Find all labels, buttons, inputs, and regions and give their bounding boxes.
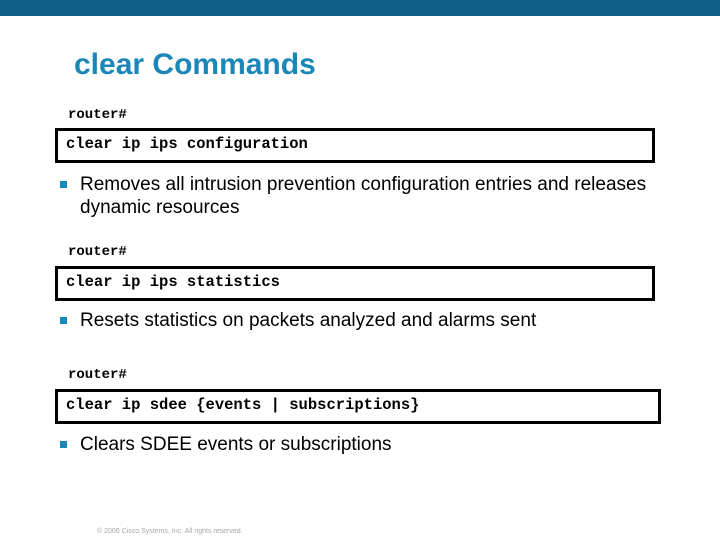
command-box-3 [55, 389, 661, 424]
command-box-1 [55, 128, 655, 163]
description-3: Clears SDEE events or subscriptions [80, 434, 392, 455]
command-text-3: clear ip sdee {events | subscriptions} [66, 396, 420, 414]
command-text-2: clear ip ips statistics [66, 273, 280, 291]
top-bar [0, 0, 720, 16]
description-2: Resets statistics on packets analyzed and alarms sent [80, 310, 537, 331]
router-prompt-1: router# [68, 107, 127, 123]
description-1: Removes all intrusion prevention configuration entries and releases dynamic resources [80, 174, 647, 218]
copyright-footer: © 2006 Cisco Systems, Inc. All rights reserved. [97, 528, 243, 535]
command-text-1: clear ip ips configuration [66, 135, 308, 153]
router-prompt-3: router# [68, 367, 127, 383]
command-box-2 [55, 266, 655, 301]
bullet-icon [60, 181, 67, 188]
bullet-icon [60, 441, 67, 448]
bullet-icon [60, 317, 67, 324]
page-title: clear Commands [74, 48, 316, 81]
router-prompt-2: router# [68, 244, 127, 260]
